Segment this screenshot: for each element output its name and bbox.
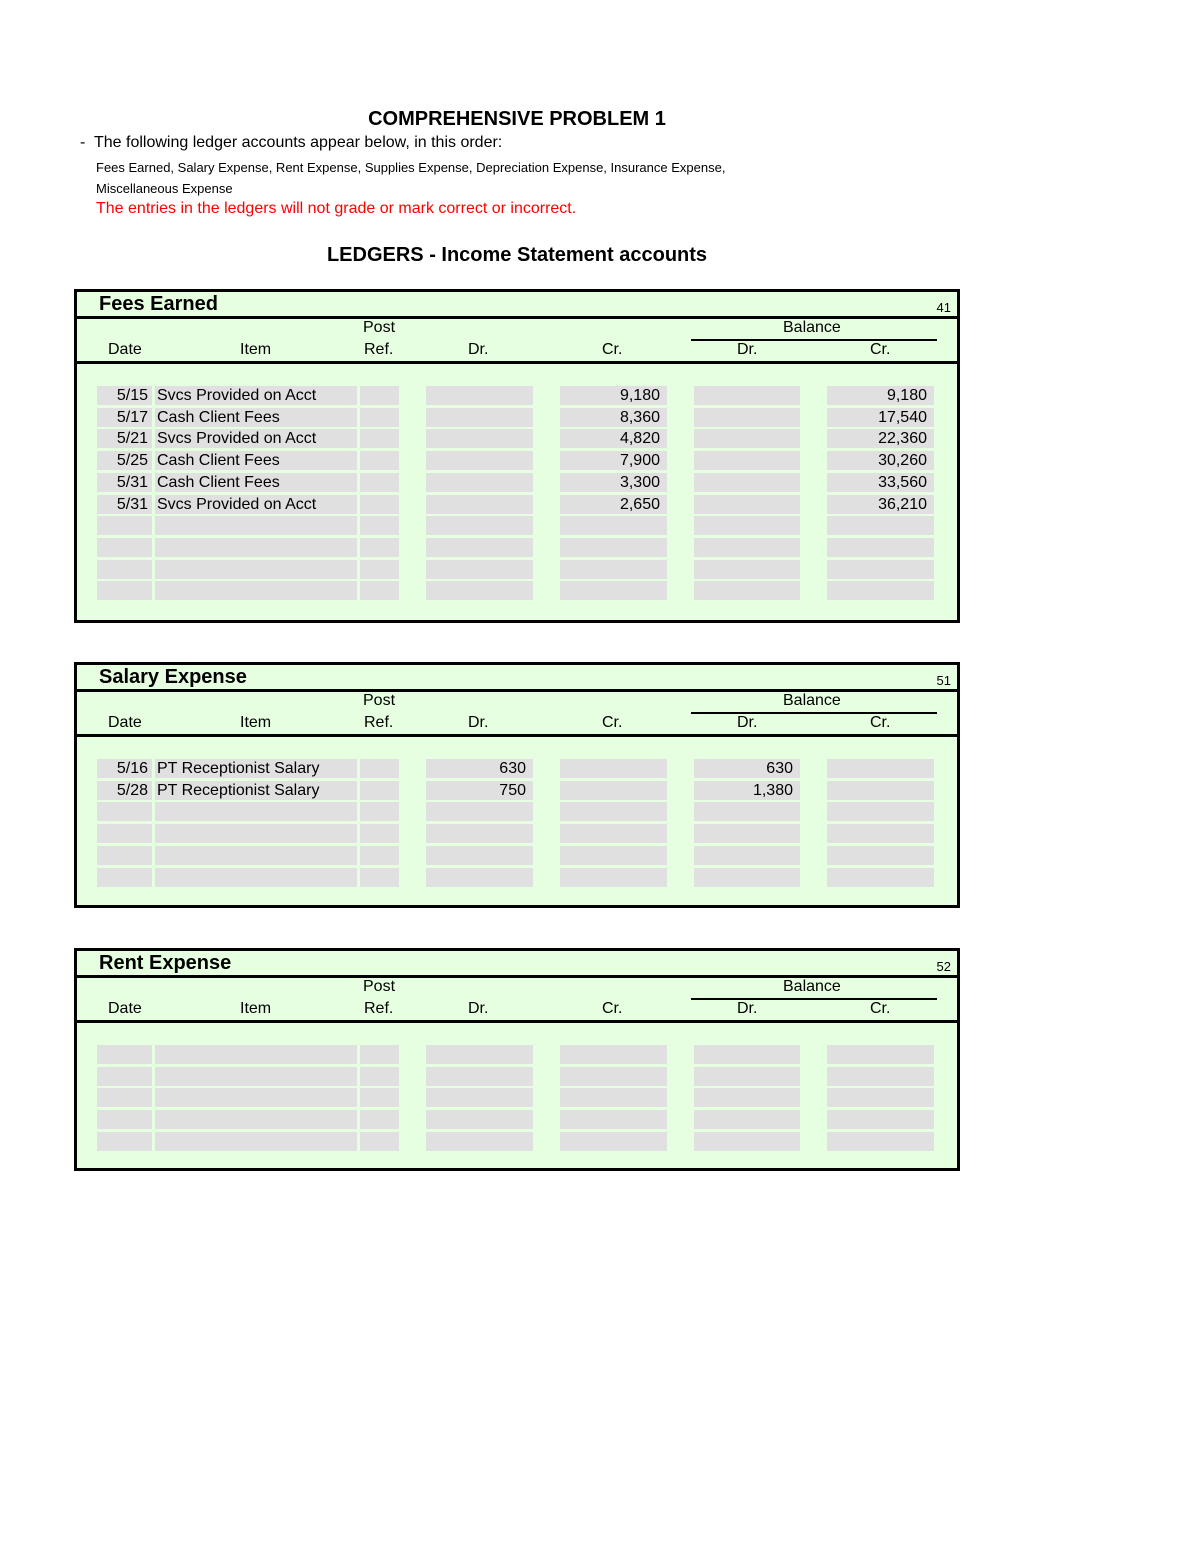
entry-cr-field[interactable] (560, 802, 667, 821)
ledger-header (77, 292, 957, 319)
intro-text (80, 134, 502, 152)
entry-item-field[interactable]: Svcs Provided on Acct (155, 429, 357, 448)
entry-date-field[interactable] (97, 581, 152, 600)
entry-bal-dr-field[interactable]: 630 (694, 759, 800, 778)
ledger-rent-expense (74, 948, 960, 1171)
entry-bal-dr-field[interactable] (694, 429, 800, 448)
entry-bal-dr-field[interactable] (694, 560, 800, 579)
entry-date-field[interactable] (97, 538, 152, 557)
entry-cr-field[interactable] (560, 1088, 667, 1107)
column-header-bal-dr: Dr. (737, 1000, 758, 1017)
entry-dr-field[interactable] (426, 1088, 533, 1107)
column-header-post: Post (363, 978, 396, 995)
entry-bal-cr-field[interactable]: 17,540 (827, 408, 934, 427)
entry-bal-cr-field[interactable] (827, 1110, 934, 1129)
ledger-account-name: Salary Expense (99, 666, 247, 688)
entry-bal-cr-field[interactable]: 33,560 (827, 473, 934, 492)
column-header-ref: Ref. (364, 1000, 394, 1017)
entry-bal-cr-field[interactable] (827, 846, 934, 865)
entry-bal-cr-field[interactable] (827, 759, 934, 778)
entry-bal-cr-field[interactable] (827, 868, 934, 887)
ledger-entries (77, 364, 957, 620)
entry-ref-field[interactable] (360, 516, 399, 535)
column-header-bal-dr: Dr. (737, 341, 758, 358)
entry-ref-field[interactable] (360, 1045, 399, 1064)
entry-item-field[interactable] (155, 1045, 357, 1064)
entry-dr-field[interactable] (426, 1132, 533, 1151)
column-headers (77, 319, 957, 364)
entry-item-field[interactable] (155, 824, 357, 843)
entry-dr-field[interactable] (426, 473, 533, 492)
entry-dr-field[interactable] (426, 802, 533, 821)
column-header-balance: Balance (783, 319, 841, 336)
entry-bal-cr-field[interactable] (827, 824, 934, 843)
entry-item-field[interactable]: Svcs Provided on Acct (155, 495, 357, 514)
column-header-balance: Balance (783, 978, 841, 995)
entry-ref-field[interactable] (360, 538, 399, 557)
entry-cr-field[interactable] (560, 1110, 667, 1129)
entry-date-field[interactable]: 5/31 (97, 495, 152, 514)
entry-bal-cr-field[interactable] (827, 1088, 934, 1107)
entry-dr-field[interactable] (426, 581, 533, 600)
balance-underline (691, 998, 937, 1000)
entry-ref-field[interactable] (360, 451, 399, 470)
entry-ref-field[interactable] (360, 1088, 399, 1107)
entry-dr-field[interactable] (426, 1067, 533, 1086)
entry-bal-cr-field[interactable]: 9,180 (827, 386, 934, 405)
entry-bal-cr-field[interactable]: 36,210 (827, 495, 934, 514)
entry-dr-field[interactable] (426, 451, 533, 470)
column-header-item: Item (240, 341, 272, 358)
column-header-date: Date (108, 1000, 142, 1017)
column-header-date: Date (108, 341, 142, 358)
column-header-date: Date (108, 714, 142, 731)
entry-date-field[interactable]: 5/15 (97, 386, 152, 405)
entry-bal-cr-field[interactable] (827, 560, 934, 579)
entry-ref-field[interactable] (360, 781, 399, 800)
entry-dr-field[interactable] (426, 560, 533, 579)
entry-item-field[interactable]: Svcs Provided on Acct (155, 386, 357, 405)
entry-cr-field[interactable] (560, 781, 667, 800)
entry-dr-field[interactable] (426, 1110, 533, 1129)
column-header-dr: Dr. (468, 714, 489, 731)
balance-underline (691, 339, 937, 341)
entry-bal-cr-field[interactable]: 22,360 (827, 429, 934, 448)
entry-bal-cr-field[interactable] (827, 516, 934, 535)
column-header-cr: Cr. (602, 1000, 623, 1017)
entry-item-field[interactable] (155, 1110, 357, 1129)
entry-item-field[interactable] (155, 802, 357, 821)
entry-bal-dr-field[interactable] (694, 1110, 800, 1129)
entry-item-field[interactable] (155, 846, 357, 865)
entry-cr-field[interactable]: 7,900 (560, 451, 667, 470)
entry-dr-field[interactable] (426, 495, 533, 514)
column-header-bal-dr: Dr. (737, 714, 758, 731)
entry-date-field[interactable]: 5/28 (97, 781, 152, 800)
entry-ref-field[interactable] (360, 824, 399, 843)
ledger-salary-expense (74, 662, 960, 908)
entry-ref-field[interactable] (360, 1132, 399, 1151)
column-header-bal-cr: Cr. (870, 714, 891, 731)
entry-bal-cr-field[interactable] (827, 1045, 934, 1064)
entry-bal-dr-field[interactable] (694, 1067, 800, 1086)
entry-ref-field[interactable] (360, 408, 399, 427)
entry-bal-cr-field[interactable] (827, 538, 934, 557)
entry-date-field[interactable]: 5/17 (97, 408, 152, 427)
ledger-header (77, 951, 957, 978)
entry-date-field[interactable] (97, 1110, 152, 1129)
accounts-list-line-2: Miscellaneous Expense (96, 181, 233, 196)
column-header-ref: Ref. (364, 714, 394, 731)
column-header-post: Post (363, 319, 396, 336)
entry-date-field[interactable]: 5/31 (97, 473, 152, 492)
entry-bal-cr-field[interactable] (827, 1067, 934, 1086)
entry-bal-dr-field[interactable] (694, 802, 800, 821)
ledger-entries (77, 1023, 957, 1168)
entry-cr-field[interactable] (560, 538, 667, 557)
ledger-account-number: 52 (936, 959, 951, 974)
balance-underline (691, 712, 937, 714)
entry-item-field[interactable]: Cash Client Fees (155, 451, 357, 470)
entry-bal-cr-field[interactable] (827, 781, 934, 800)
entry-bal-cr-field[interactable] (827, 802, 934, 821)
entry-item-field[interactable]: PT Receptionist Salary (155, 781, 357, 800)
entry-dr-field[interactable] (426, 538, 533, 557)
entry-cr-field[interactable] (560, 759, 667, 778)
entry-cr-field[interactable]: 3,300 (560, 473, 667, 492)
entry-ref-field[interactable] (360, 759, 399, 778)
entry-ref-field[interactable] (360, 386, 399, 405)
column-header-cr: Cr. (602, 341, 623, 358)
entry-item-field[interactable] (155, 1088, 357, 1107)
ledger-fees-earned (74, 289, 960, 623)
entry-bal-cr-field[interactable]: 30,260 (827, 451, 934, 470)
entry-dr-field[interactable] (426, 868, 533, 887)
entry-dr-field[interactable] (426, 386, 533, 405)
ledger-account-number: 51 (936, 673, 951, 688)
column-header-dr: Dr. (468, 1000, 489, 1017)
entry-item-field[interactable] (155, 581, 357, 600)
ledger-entries (77, 737, 957, 905)
entry-date-field[interactable] (97, 516, 152, 535)
entry-cr-field[interactable] (560, 1132, 667, 1151)
entry-ref-field[interactable] (360, 868, 399, 887)
entry-bal-dr-field[interactable] (694, 1132, 800, 1151)
column-headers (77, 978, 957, 1023)
entry-item-field[interactable]: PT Receptionist Salary (155, 759, 357, 778)
entry-bal-dr-field[interactable] (694, 516, 800, 535)
ledger-header (77, 665, 957, 692)
intro-sentence: The following ledger accounts appear below, in this order: (94, 134, 503, 151)
column-header-item: Item (240, 714, 272, 731)
column-header-item: Item (240, 1000, 272, 1017)
entry-ref-field[interactable] (360, 429, 399, 448)
entry-date-field[interactable] (97, 824, 152, 843)
entry-ref-field[interactable] (360, 560, 399, 579)
entry-bal-dr-field[interactable] (694, 408, 800, 427)
entry-date-field[interactable] (97, 1132, 152, 1151)
ledger-account-name: Rent Expense (99, 952, 232, 974)
entry-date-field[interactable]: 5/16 (97, 759, 152, 778)
entry-dr-field[interactable]: 630 (426, 759, 533, 778)
column-header-post: Post (363, 692, 396, 709)
entry-dr-field[interactable]: 750 (426, 781, 533, 800)
column-header-ref: Ref. (364, 341, 394, 358)
ledger-account-number: 41 (936, 300, 951, 315)
entry-cr-field[interactable] (560, 581, 667, 600)
entry-date-field[interactable] (97, 1088, 152, 1107)
entry-bal-dr-field[interactable] (694, 1045, 800, 1064)
entry-bal-dr-field[interactable] (694, 1088, 800, 1107)
entry-date-field[interactable] (97, 1067, 152, 1086)
entry-ref-field[interactable] (360, 495, 399, 514)
entry-date-field[interactable]: 5/21 (97, 429, 152, 448)
entry-date-field[interactable] (97, 868, 152, 887)
entry-cr-field[interactable] (560, 560, 667, 579)
accounts-list-line-1: Fees Earned, Salary Expense, Rent Expense, Supplies Expense, Depreciation Expense, Insurance Expense, (96, 160, 726, 175)
entry-item-field[interactable]: Cash Client Fees (155, 473, 357, 492)
entry-item-field[interactable] (155, 868, 357, 887)
bullet: - (80, 134, 86, 151)
grading-warning: The entries in the ledgers will not grade or mark correct or incorrect. (96, 200, 577, 217)
entry-cr-field[interactable]: 2,650 (560, 495, 667, 514)
entry-date-field[interactable] (97, 846, 152, 865)
column-header-dr: Dr. (468, 341, 489, 358)
entry-ref-field[interactable] (360, 1067, 399, 1086)
entry-bal-dr-field[interactable] (694, 581, 800, 600)
entry-date-field[interactable] (97, 560, 152, 579)
entry-dr-field[interactable] (426, 516, 533, 535)
column-header-bal-cr: Cr. (870, 1000, 891, 1017)
entry-dr-field[interactable] (426, 846, 533, 865)
entry-ref-field[interactable] (360, 846, 399, 865)
entry-cr-field[interactable] (560, 516, 667, 535)
entry-ref-field[interactable] (360, 581, 399, 600)
entry-ref-field[interactable] (360, 802, 399, 821)
entry-bal-dr-field[interactable] (694, 473, 800, 492)
entry-bal-dr-field[interactable] (694, 386, 800, 405)
entry-date-field[interactable]: 5/25 (97, 451, 152, 470)
section-subtitle: LEDGERS - Income Statement accounts (326, 244, 708, 266)
entry-cr-field[interactable]: 4,820 (560, 429, 667, 448)
column-header-cr: Cr. (602, 714, 623, 731)
entry-dr-field[interactable] (426, 408, 533, 427)
entry-bal-dr-field[interactable] (694, 451, 800, 470)
entry-item-field[interactable] (155, 1067, 357, 1086)
ledger-account-name: Fees Earned (99, 293, 218, 315)
entry-cr-field[interactable]: 8,360 (560, 408, 667, 427)
entry-ref-field[interactable] (360, 473, 399, 492)
entry-item-field[interactable] (155, 538, 357, 557)
entry-bal-dr-field[interactable] (694, 846, 800, 865)
entry-item-field[interactable] (155, 1132, 357, 1151)
entry-cr-field[interactable] (560, 824, 667, 843)
entry-ref-field[interactable] (360, 1110, 399, 1129)
column-headers (77, 692, 957, 737)
entry-dr-field[interactable] (426, 824, 533, 843)
entry-cr-field[interactable]: 9,180 (560, 386, 667, 405)
entry-cr-field[interactable] (560, 1045, 667, 1064)
entry-bal-cr-field[interactable] (827, 1132, 934, 1151)
entry-bal-dr-field[interactable] (694, 538, 800, 557)
entry-cr-field[interactable] (560, 1067, 667, 1086)
column-header-balance: Balance (783, 692, 841, 709)
entry-item-field[interactable] (155, 516, 357, 535)
entry-cr-field[interactable] (560, 868, 667, 887)
column-header-bal-cr: Cr. (870, 341, 891, 358)
entry-bal-dr-field[interactable] (694, 495, 800, 514)
entry-dr-field[interactable] (426, 1045, 533, 1064)
page-title: COMPREHENSIVE PROBLEM 1 (368, 108, 666, 130)
entry-dr-field[interactable] (426, 429, 533, 448)
entry-bal-dr-field[interactable]: 1,380 (694, 781, 800, 800)
entry-cr-field[interactable] (560, 846, 667, 865)
entry-bal-dr-field[interactable] (694, 824, 800, 843)
entry-date-field[interactable] (97, 802, 152, 821)
entry-bal-cr-field[interactable] (827, 581, 934, 600)
entry-date-field[interactable] (97, 1045, 152, 1064)
entry-item-field[interactable] (155, 560, 357, 579)
entry-bal-dr-field[interactable] (694, 868, 800, 887)
entry-item-field[interactable]: Cash Client Fees (155, 408, 357, 427)
